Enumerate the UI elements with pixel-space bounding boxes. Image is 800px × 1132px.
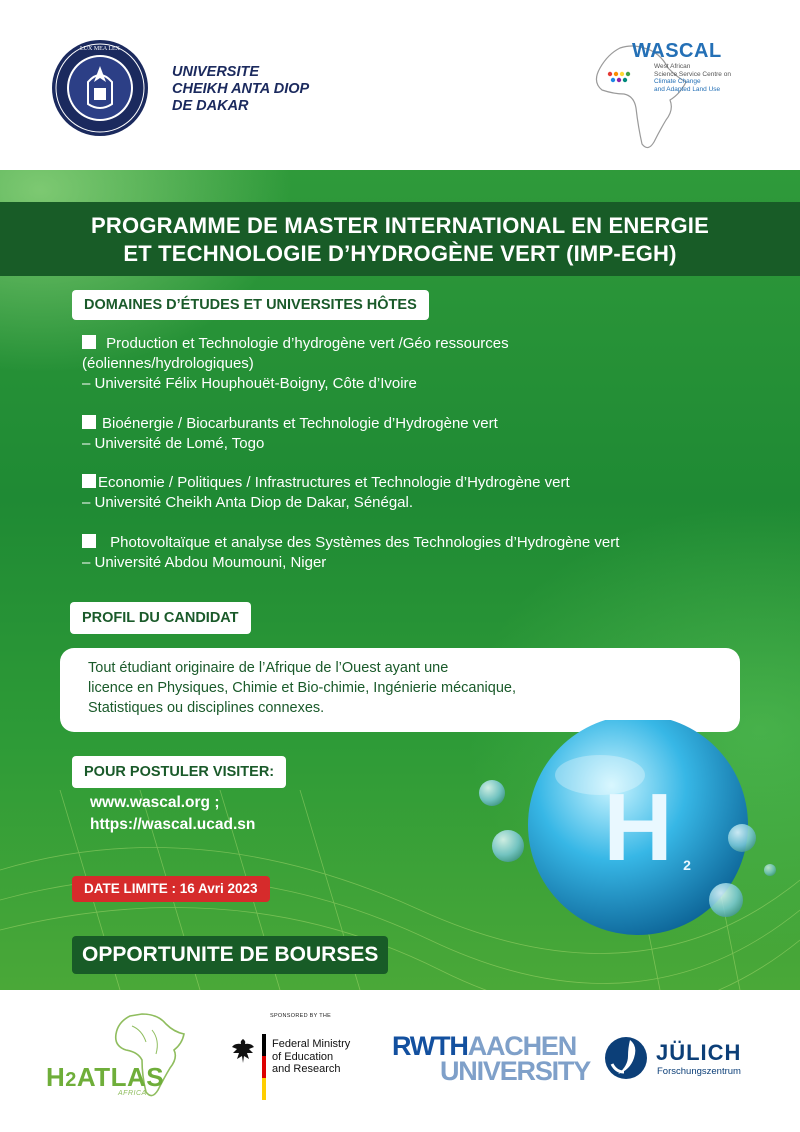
checkbox-icon xyxy=(82,534,96,548)
program-title xyxy=(0,202,800,276)
profile-heading: PROFIL DU CANDIDAT xyxy=(70,602,251,634)
rwth-logo xyxy=(392,1031,591,1086)
profile-line: Statistiques ou disciplines connexes. xyxy=(88,700,325,716)
h2-bubble-icon xyxy=(470,720,800,980)
apply-link[interactable]: https://wascal.ucad.sn xyxy=(90,816,256,833)
bmbf-line: of Education xyxy=(272,1050,334,1063)
domain-item xyxy=(82,414,498,454)
program-title-line: PROGRAMME DE MASTER INTERNATIONAL EN ENERGIE xyxy=(91,213,709,238)
apply-heading: POUR POSTULER VISITER: xyxy=(72,756,286,788)
domain-line: – Université Abdou Moumouni, Niger xyxy=(82,554,327,571)
wascal-subtitle-line: Science Service Centre on xyxy=(654,70,731,78)
bmbf-line: and Research xyxy=(272,1063,341,1075)
profile-line: Tout étudiant originaire de l’Afrique de l’Ouest ayant une xyxy=(88,660,449,676)
wascal-subtitle-line: West African xyxy=(654,63,691,70)
university-name xyxy=(172,64,372,115)
university-name-line: UNIVERSITE xyxy=(172,64,260,80)
domain-line: Economie / Politiques / Infrastructures et Technologie d’Hydrogène vert xyxy=(98,474,570,491)
domain-line: – Université Cheikh Anta Diop de Dakar, Sénégal. xyxy=(82,494,414,511)
julich-name: JÜLICH xyxy=(656,1040,742,1065)
h2-symbol: H xyxy=(603,774,673,881)
checkbox-icon xyxy=(82,415,96,429)
domain-line: Photovoltaïque et analyse des Systèmes des Technologies d’Hydrogène vert xyxy=(106,534,620,551)
h2atlas-subtitle: AFRICA xyxy=(118,1090,147,1097)
h2atlas-logo xyxy=(46,1062,164,1093)
domain-item xyxy=(82,473,570,513)
ucad-seal-icon xyxy=(50,38,150,138)
german-flag-stripe xyxy=(262,1034,266,1100)
wascal-subtitle-line: and Adapted Land Use xyxy=(654,85,721,93)
h2atlas-prefix: H xyxy=(46,1062,66,1092)
federal-eagle-icon xyxy=(231,1037,255,1065)
h2atlas-name: ATLAS xyxy=(76,1062,165,1092)
domain-line: Bioénergie / Biocarburants et Technologie d’Hydrogène vert xyxy=(102,415,498,432)
rwth-part2: AACHEN xyxy=(467,1031,576,1061)
deadline-badge: DATE LIMITE : 16 Avri 2023 xyxy=(72,876,270,902)
bmbf-line: Federal Ministry xyxy=(272,1038,351,1050)
seal-motto: LUX MEA LEX xyxy=(80,46,120,52)
domain-item xyxy=(82,334,509,394)
footer-sponsors xyxy=(0,990,800,1132)
domain-line: (éoliennes/hydrologiques) xyxy=(82,355,254,372)
julich-subtitle: Forschungszentrum xyxy=(657,1066,741,1077)
bmbf-name xyxy=(272,1038,350,1076)
rwth-part1: RWTH xyxy=(392,1031,468,1061)
wascal-title: WASCAL xyxy=(632,40,722,62)
rwth-part3: UNIVERSITY xyxy=(440,1056,591,1086)
sponsored-by-label: SPONSORED BY THE xyxy=(270,1013,332,1019)
h2atlas-two: 2 xyxy=(65,1069,77,1091)
apply-links xyxy=(90,792,255,836)
program-title-line: ET TECHNOLOGIE D’HYDROGÈNE VERT (IMP-EGH) xyxy=(123,241,677,266)
university-name-line: DE DAKAR xyxy=(172,98,249,114)
checkbox-icon xyxy=(82,474,96,488)
wascal-subtitle xyxy=(654,63,731,93)
apply-link[interactable]: www.wascal.org ; xyxy=(90,794,220,811)
scholarship-banner: OPPORTUNITE DE BOURSES xyxy=(72,936,388,974)
domain-item xyxy=(82,533,619,573)
domain-line: Production et Technologie d’hydrogène vert /Géo ressources xyxy=(102,335,509,352)
profile-line: licence en Physiques, Chimie et Bio-chimie, Ingénierie mécanique, xyxy=(88,680,516,696)
main-panel xyxy=(0,170,800,990)
header xyxy=(0,0,800,170)
h2-subscript: 2 xyxy=(683,857,691,873)
checkbox-icon xyxy=(82,335,96,349)
domains-heading: DOMAINES D’ÉTUDES ET UNIVERSITES HÔTES xyxy=(72,290,429,320)
domain-line: – Université Félix Houphouët-Boigny, Côte d’Ivoire xyxy=(82,375,417,392)
wascal-subtitle-line: Climate Change xyxy=(654,78,701,85)
university-name-line: CHEIKH ANTA DIOP xyxy=(172,81,310,97)
julich-mark-icon xyxy=(604,1036,648,1080)
domain-line: – Université de Lomé, Togo xyxy=(82,435,265,452)
